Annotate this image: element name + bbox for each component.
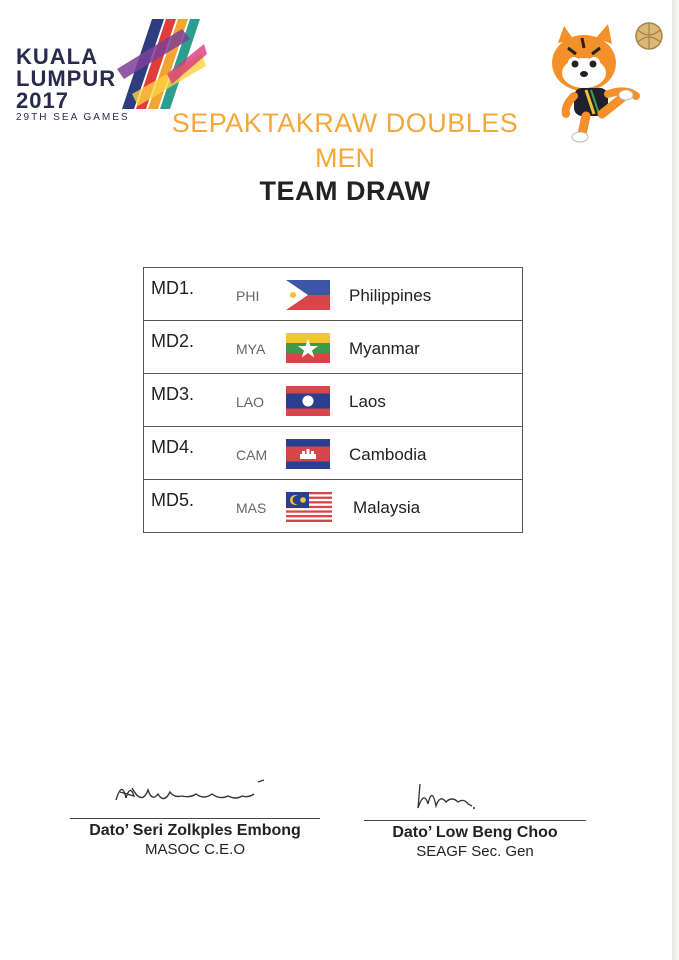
- signature-line-2: [364, 820, 586, 821]
- event-title: SEPAKTAKRAW DOUBLES: [171, 108, 519, 138]
- table-row: [144, 268, 522, 321]
- logo-graphic-icon: [112, 14, 208, 114]
- country-abbr: PHI: [236, 288, 260, 304]
- draw-code: MD3.: [151, 384, 195, 404]
- country-abbr: MAS: [236, 500, 267, 516]
- signatory-1: [70, 822, 320, 858]
- signatory-2: [364, 824, 586, 860]
- event-category: MEN: [315, 143, 375, 173]
- country-abbr: CAM: [236, 447, 268, 463]
- country-name: Cambodia: [349, 445, 427, 464]
- page-edge: [672, 0, 679, 960]
- draw-code: MD5.: [151, 490, 195, 510]
- logo-subtitle: 29TH SEA GAMES: [16, 112, 130, 123]
- country-abbr: LAO: [236, 394, 265, 410]
- draw-code: MD4.: [151, 437, 195, 457]
- country-abbr: MYA: [236, 341, 266, 357]
- philippines-flag-icon: [286, 280, 330, 310]
- document-heading: TEAM DRAW: [259, 176, 431, 206]
- draw-code: MD2.: [151, 331, 195, 351]
- signature-1-handwriting-icon: [112, 776, 272, 810]
- team-draw-table: [143, 267, 523, 533]
- signatory-2-name: Dato’ Low Beng Choo: [392, 824, 558, 841]
- table-row: [144, 321, 522, 374]
- table-row: [144, 427, 522, 480]
- table-row: [144, 374, 522, 427]
- malaysia-flag-icon: [286, 492, 332, 522]
- draw-code: MD1.: [151, 278, 195, 298]
- signature-line-1: [70, 818, 320, 819]
- logo-line-1: KUALA: [16, 44, 98, 69]
- country-name: Philippines: [349, 286, 432, 305]
- country-name: Myanmar: [349, 339, 420, 358]
- country-name: Malaysia: [353, 498, 421, 517]
- signatory-1-name: Dato’ Seri Zolkples Embong: [89, 822, 301, 839]
- signatory-1-role: MASOC C.E.O: [144, 841, 245, 858]
- myanmar-flag-icon: [286, 333, 330, 363]
- laos-flag-icon: [286, 386, 330, 416]
- cambodia-flag-icon: [286, 439, 330, 469]
- signatory-2-role: SEAGF Sec. Gen: [416, 843, 534, 860]
- country-name: Laos: [349, 392, 386, 411]
- table-row: [144, 480, 522, 533]
- logo-line-2: LUMPUR: [16, 66, 117, 91]
- signature-2-handwriting-icon: [410, 778, 480, 814]
- logo-line-3: 2017: [16, 88, 69, 113]
